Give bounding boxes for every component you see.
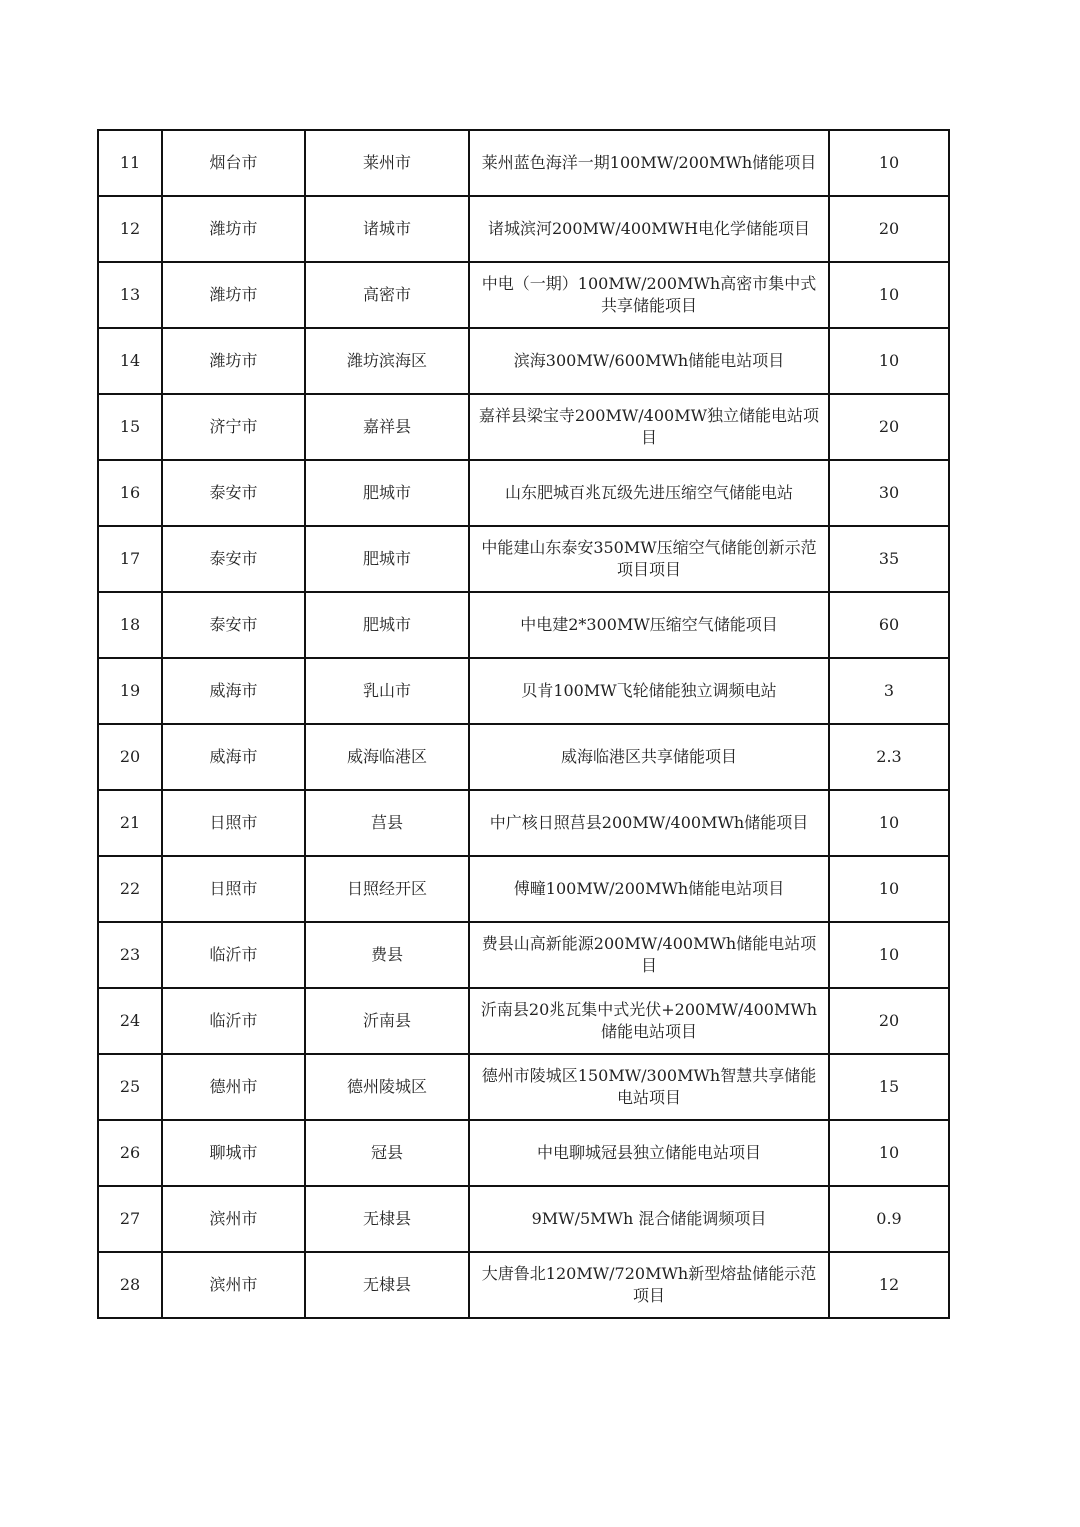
value-cell: 10 <box>829 922 949 988</box>
value-cell: 20 <box>829 988 949 1054</box>
city-cell: 潍坊市 <box>162 328 305 394</box>
project-name-cell: 德州市陵城区150MW/300MWh智慧共享储能电站项目 <box>469 1054 829 1120</box>
value-cell: 20 <box>829 394 949 460</box>
project-name-cell: 沂南县20兆瓦集中式光伏+200MW/400MWh储能电站项目 <box>469 988 829 1054</box>
city-cell: 滨州市 <box>162 1186 305 1252</box>
project-name-cell: 中电建2*300MW压缩空气储能项目 <box>469 592 829 658</box>
county-cell: 潍坊滨海区 <box>305 328 469 394</box>
table-row <box>98 328 949 394</box>
row-number-cell: 16 <box>98 460 162 526</box>
row-number-cell: 20 <box>98 724 162 790</box>
city-cell: 日照市 <box>162 790 305 856</box>
county-cell: 莒县 <box>305 790 469 856</box>
project-name-cell: 傅疃100MW/200MWh储能电站项目 <box>469 856 829 922</box>
table-row <box>98 658 949 724</box>
project-name-cell: 嘉祥县梁宝寺200MW/400MW独立储能电站项目 <box>469 394 829 460</box>
row-number-cell: 24 <box>98 988 162 1054</box>
city-cell: 临沂市 <box>162 922 305 988</box>
row-number-cell: 18 <box>98 592 162 658</box>
value-cell: 3 <box>829 658 949 724</box>
table-row <box>98 1186 949 1252</box>
value-cell: 10 <box>829 856 949 922</box>
row-number-cell: 27 <box>98 1186 162 1252</box>
row-number-cell: 11 <box>98 130 162 196</box>
city-cell: 泰安市 <box>162 460 305 526</box>
table-row <box>98 856 949 922</box>
project-name-cell: 中电聊城冠县独立储能电站项目 <box>469 1120 829 1186</box>
project-name-cell: 莱州蓝色海洋一期100MW/200MWh储能项目 <box>469 130 829 196</box>
city-cell: 潍坊市 <box>162 262 305 328</box>
table-row <box>98 526 949 592</box>
county-cell: 肥城市 <box>305 592 469 658</box>
city-cell: 聊城市 <box>162 1120 305 1186</box>
table-body <box>98 130 949 1318</box>
value-cell: 60 <box>829 592 949 658</box>
value-cell: 0.9 <box>829 1186 949 1252</box>
project-table <box>97 129 950 1319</box>
city-cell: 德州市 <box>162 1054 305 1120</box>
county-cell: 威海临港区 <box>305 724 469 790</box>
value-cell: 2.3 <box>829 724 949 790</box>
county-cell: 日照经开区 <box>305 856 469 922</box>
value-cell: 35 <box>829 526 949 592</box>
project-name-cell: 中电（一期）100MW/200MWh高密市集中式共享储能项目 <box>469 262 829 328</box>
county-cell: 诸城市 <box>305 196 469 262</box>
county-cell: 肥城市 <box>305 460 469 526</box>
table-row <box>98 790 949 856</box>
row-number-cell: 13 <box>98 262 162 328</box>
city-cell: 潍坊市 <box>162 196 305 262</box>
county-cell: 德州陵城区 <box>305 1054 469 1120</box>
county-cell: 沂南县 <box>305 988 469 1054</box>
city-cell: 威海市 <box>162 658 305 724</box>
table-row <box>98 1252 949 1318</box>
row-number-cell: 12 <box>98 196 162 262</box>
city-cell: 泰安市 <box>162 526 305 592</box>
table-row <box>98 988 949 1054</box>
project-name-cell: 费县山高新能源200MW/400MWh储能电站项目 <box>469 922 829 988</box>
table-row <box>98 394 949 460</box>
county-cell: 冠县 <box>305 1120 469 1186</box>
county-cell: 莱州市 <box>305 130 469 196</box>
row-number-cell: 21 <box>98 790 162 856</box>
value-cell: 15 <box>829 1054 949 1120</box>
value-cell: 10 <box>829 1120 949 1186</box>
row-number-cell: 19 <box>98 658 162 724</box>
row-number-cell: 14 <box>98 328 162 394</box>
value-cell: 12 <box>829 1252 949 1318</box>
table-row <box>98 1054 949 1120</box>
city-cell: 泰安市 <box>162 592 305 658</box>
row-number-cell: 22 <box>98 856 162 922</box>
project-name-cell: 大唐鲁北120MW/720MWh新型熔盐储能示范项目 <box>469 1252 829 1318</box>
table-row <box>98 592 949 658</box>
row-number-cell: 15 <box>98 394 162 460</box>
project-name-cell: 威海临港区共享储能项目 <box>469 724 829 790</box>
county-cell: 费县 <box>305 922 469 988</box>
city-cell: 烟台市 <box>162 130 305 196</box>
county-cell: 嘉祥县 <box>305 394 469 460</box>
value-cell: 30 <box>829 460 949 526</box>
value-cell: 10 <box>829 130 949 196</box>
project-name-cell: 诸城滨河200MW/400MWH电化学储能项目 <box>469 196 829 262</box>
project-name-cell: 9MW/5MWh 混合储能调频项目 <box>469 1186 829 1252</box>
project-name-cell: 中能建山东泰安350MW压缩空气储能创新示范项目项目 <box>469 526 829 592</box>
row-number-cell: 17 <box>98 526 162 592</box>
project-name-cell: 贝肯100MW飞轮储能独立调频电站 <box>469 658 829 724</box>
value-cell: 10 <box>829 790 949 856</box>
city-cell: 滨州市 <box>162 1252 305 1318</box>
project-name-cell: 山东肥城百兆瓦级先进压缩空气储能电站 <box>469 460 829 526</box>
row-number-cell: 25 <box>98 1054 162 1120</box>
city-cell: 日照市 <box>162 856 305 922</box>
table-row <box>98 1120 949 1186</box>
county-cell: 无棣县 <box>305 1252 469 1318</box>
table-row <box>98 460 949 526</box>
county-cell: 无棣县 <box>305 1186 469 1252</box>
table-row <box>98 196 949 262</box>
table-row <box>98 130 949 196</box>
city-cell: 威海市 <box>162 724 305 790</box>
row-number-cell: 28 <box>98 1252 162 1318</box>
value-cell: 10 <box>829 328 949 394</box>
county-cell: 高密市 <box>305 262 469 328</box>
value-cell: 10 <box>829 262 949 328</box>
table-row <box>98 724 949 790</box>
row-number-cell: 26 <box>98 1120 162 1186</box>
county-cell: 肥城市 <box>305 526 469 592</box>
project-name-cell: 滨海300MW/600MWh储能电站项目 <box>469 328 829 394</box>
value-cell: 20 <box>829 196 949 262</box>
table-row <box>98 922 949 988</box>
city-cell: 临沂市 <box>162 988 305 1054</box>
project-name-cell: 中广核日照莒县200MW/400MWh储能项目 <box>469 790 829 856</box>
county-cell: 乳山市 <box>305 658 469 724</box>
table-row <box>98 262 949 328</box>
row-number-cell: 23 <box>98 922 162 988</box>
city-cell: 济宁市 <box>162 394 305 460</box>
